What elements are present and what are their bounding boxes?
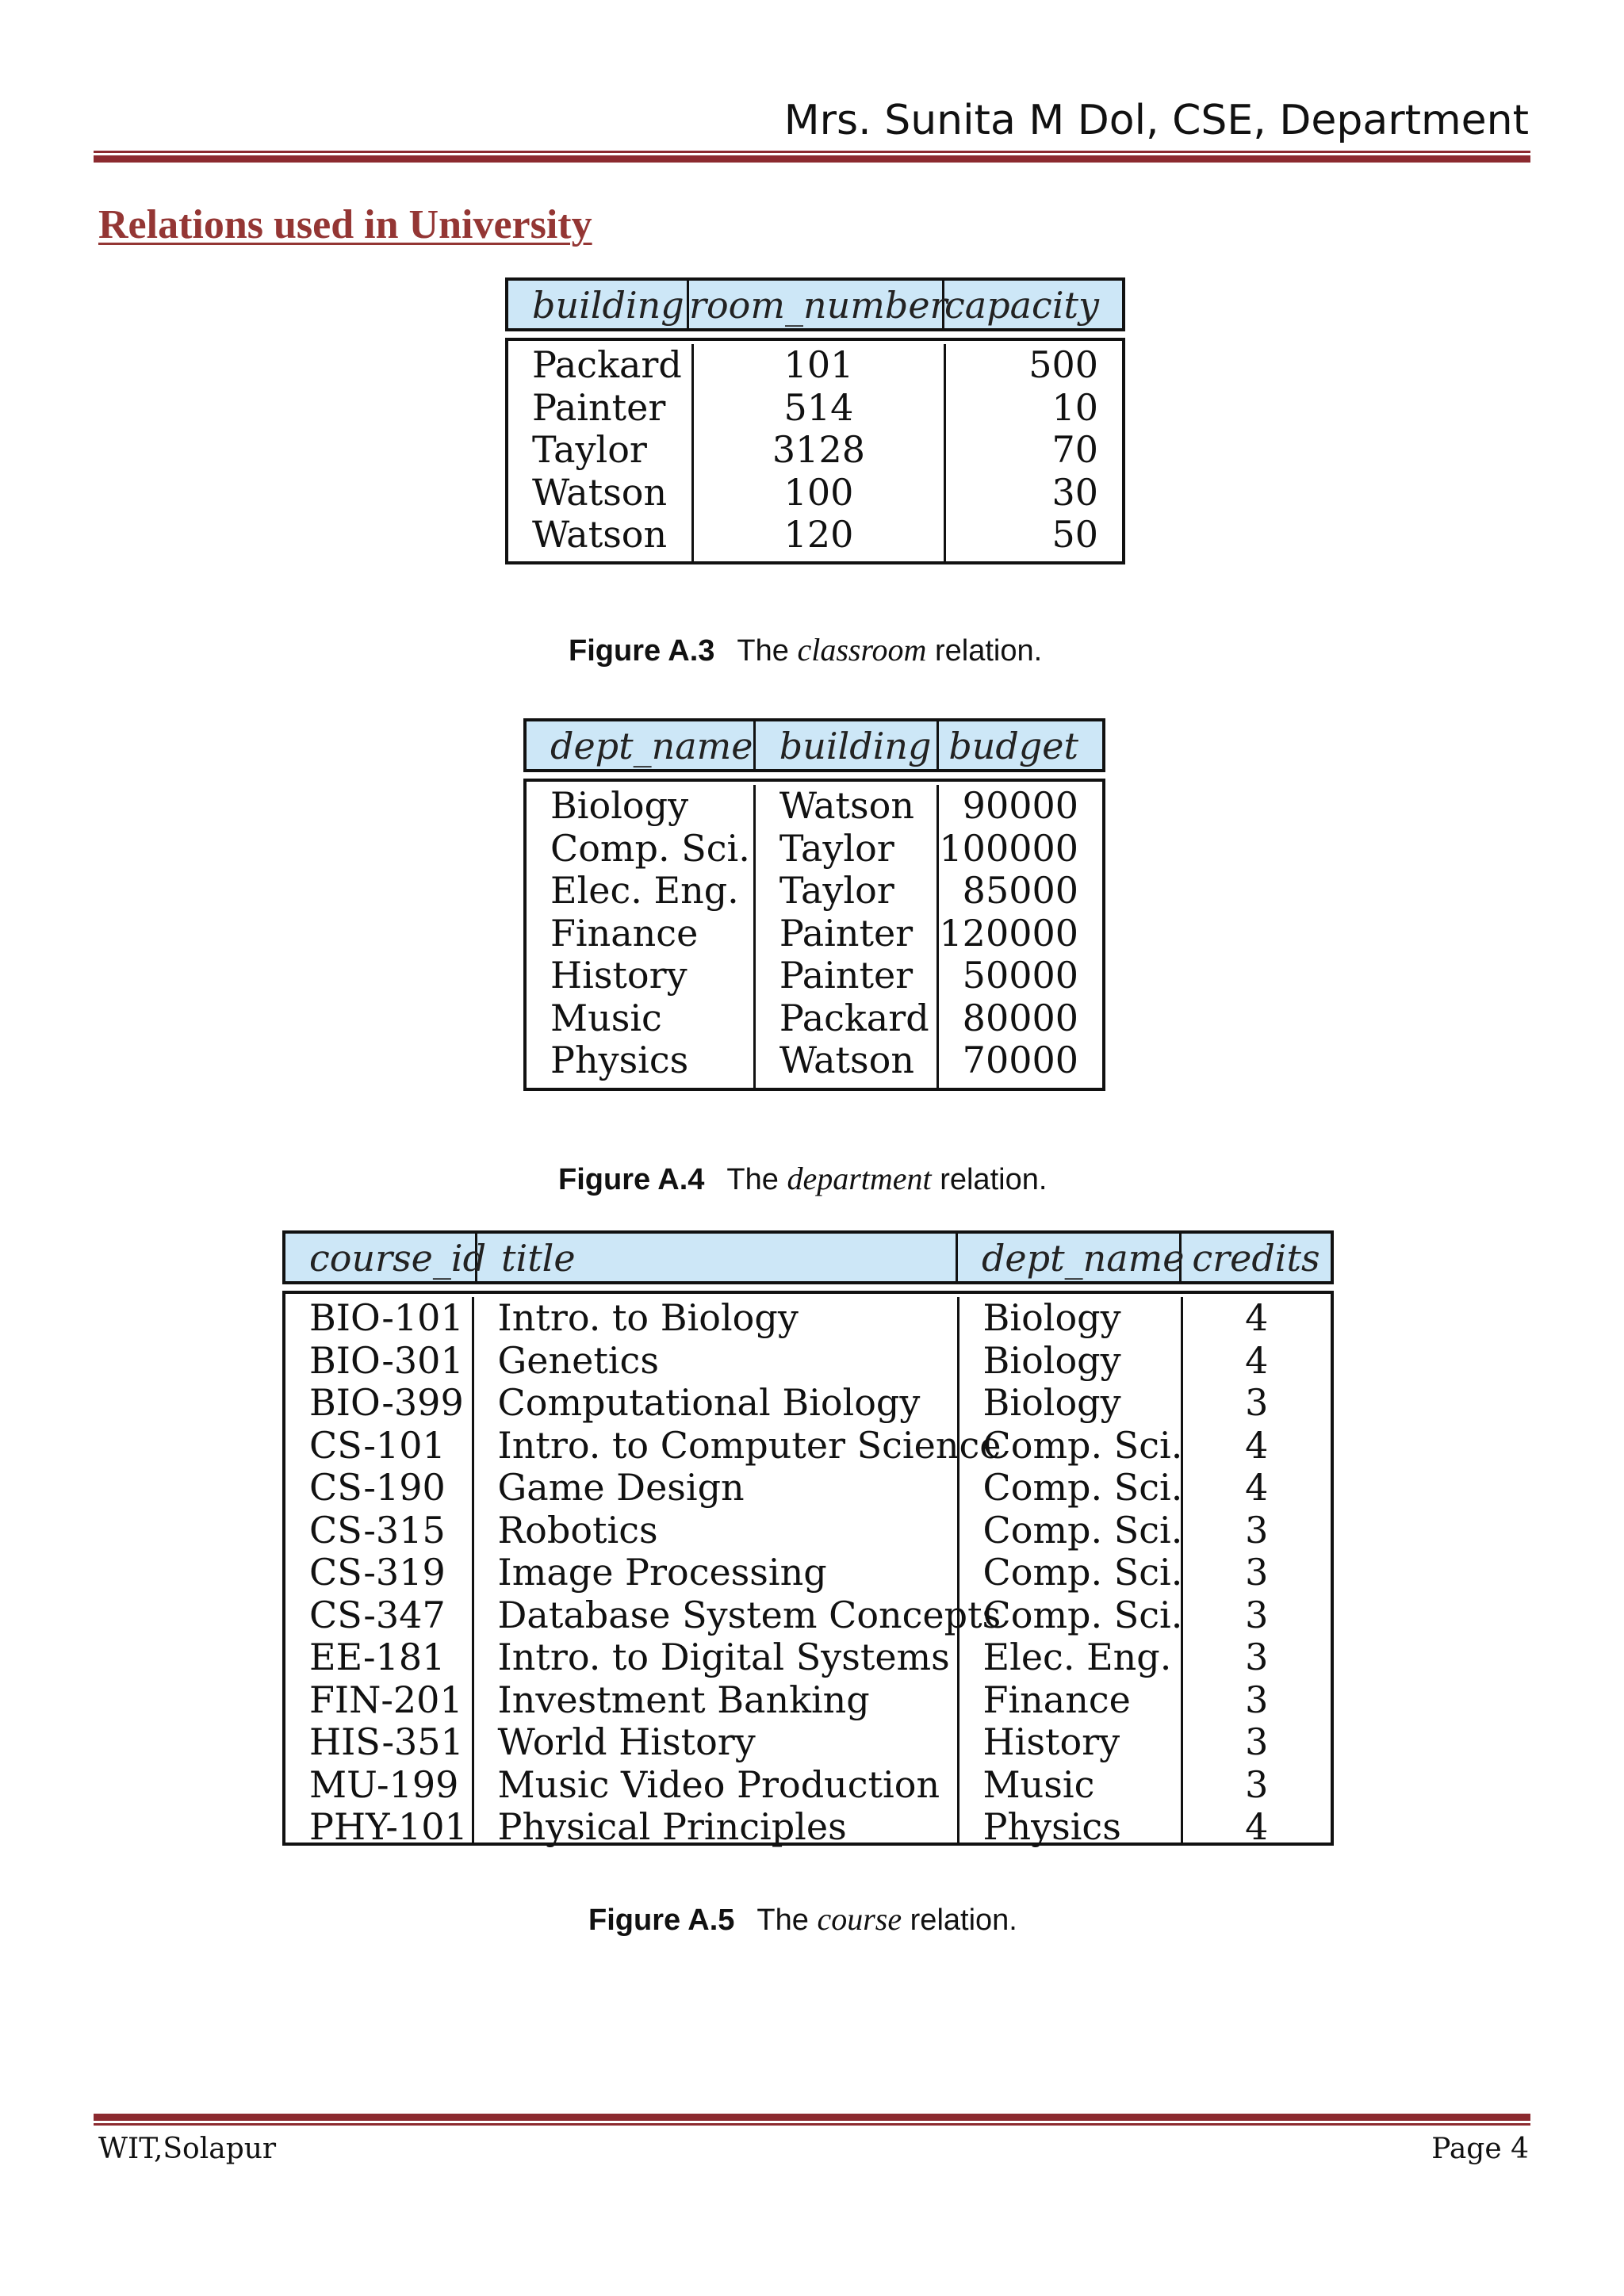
table-cell: CS-319 xyxy=(309,1551,446,1594)
table-cell: BIO-399 xyxy=(309,1381,464,1424)
table-cell: Image Processing xyxy=(497,1551,827,1594)
caption-course xyxy=(588,1900,1017,1938)
caption-label: Figure A.3 xyxy=(569,634,715,668)
table-cell: 70 xyxy=(1051,428,1098,471)
table-cell: 3 xyxy=(1245,1762,1269,1806)
table-cell: CS-101 xyxy=(309,1423,446,1467)
table-cell: 3 xyxy=(1245,1720,1269,1763)
table-cell: 4 xyxy=(1245,1423,1269,1467)
table-cell: 50000 xyxy=(962,954,1079,997)
table-cell: Comp. Sci. xyxy=(982,1551,1183,1594)
classroom-relation-table xyxy=(505,277,1125,564)
table-cell: 4 xyxy=(1245,1338,1269,1382)
table-cell: Biology xyxy=(550,784,689,827)
table-column xyxy=(946,344,1122,561)
table-cell: Elec. Eng. xyxy=(550,869,739,912)
column-header: capacity xyxy=(944,284,1100,327)
table-cell: 100 xyxy=(783,470,854,514)
table-cell: Physics xyxy=(550,1039,689,1081)
caption-text: relation. xyxy=(934,634,1043,668)
table-cell: Watson xyxy=(532,513,668,556)
section-title: Relations used in University xyxy=(98,202,592,247)
table-cell: Taylor xyxy=(779,826,894,870)
table-body xyxy=(505,338,1125,564)
table-cell: Watson xyxy=(779,784,914,827)
table-cell: Finance xyxy=(550,911,699,955)
table-column xyxy=(527,785,756,1088)
table-cell: Intro. to Digital Systems xyxy=(497,1636,950,1678)
table-cell: Comp. Sci. xyxy=(982,1593,1183,1636)
table-cell: 500 xyxy=(1028,343,1098,386)
table-cell: Comp. Sci. xyxy=(982,1508,1183,1552)
table-cell: Genetics xyxy=(497,1338,659,1382)
table-cell: 80000 xyxy=(962,996,1079,1039)
table-header-row xyxy=(505,277,1125,331)
caption-label: Figure A.5 xyxy=(588,1904,735,1937)
table-cell: 4 xyxy=(1245,1466,1269,1509)
table-cell: World History xyxy=(497,1720,756,1763)
column-header: building xyxy=(508,281,689,328)
department-relation-table xyxy=(523,718,1105,1091)
table-cell: 70000 xyxy=(962,1039,1079,1081)
table-cell: Robotics xyxy=(497,1508,658,1552)
table-cell: 3 xyxy=(1245,1551,1269,1594)
table-column xyxy=(694,344,947,561)
table-cell: 120000 xyxy=(939,911,1079,955)
table-cell: 3 xyxy=(1245,1636,1269,1678)
table-column xyxy=(939,785,1102,1088)
table-cell: 85000 xyxy=(962,869,1079,912)
column-header: budget xyxy=(948,725,1078,767)
column-header: course_id xyxy=(285,1234,477,1281)
table-cell: Investment Banking xyxy=(497,1678,870,1721)
table-cell: 101 xyxy=(783,343,854,386)
table-cell: Biology xyxy=(982,1296,1121,1339)
caption-text: The xyxy=(737,634,789,668)
caption-classroom xyxy=(569,631,1042,668)
table-cell: Computational Biology xyxy=(497,1381,921,1424)
column-header: room_number xyxy=(689,281,944,328)
table-cell: 30 xyxy=(1051,470,1098,514)
caption-department xyxy=(558,1160,1047,1197)
caption-text: relation. xyxy=(940,1163,1048,1196)
table-cell: CS-190 xyxy=(309,1466,446,1509)
table-cell: History xyxy=(550,954,688,997)
table-column xyxy=(959,1296,1183,1848)
table-body xyxy=(282,1291,1334,1846)
table-column xyxy=(508,344,694,561)
table-cell: 120 xyxy=(783,513,854,556)
table-cell: 50 xyxy=(1051,513,1098,556)
column-header: credits xyxy=(1192,1237,1320,1280)
table-cell: Painter xyxy=(779,954,914,997)
table-cell: Comp. Sci. xyxy=(550,826,750,870)
header-rule-thick xyxy=(94,155,1530,163)
column-header: building xyxy=(756,721,939,769)
table-cell: Comp. Sci. xyxy=(982,1466,1183,1509)
caption-text: The xyxy=(756,1904,809,1937)
table-cell: Finance xyxy=(982,1678,1131,1721)
table-cell: 4 xyxy=(1245,1296,1269,1339)
table-body xyxy=(523,779,1105,1091)
table-cell: Intro. to Biology xyxy=(497,1296,799,1339)
footer-rule-thin xyxy=(94,2123,1530,2126)
table-cell: Physics xyxy=(982,1805,1121,1848)
table-column xyxy=(1183,1296,1331,1848)
table-cell: 3 xyxy=(1245,1678,1269,1721)
header-rule-thin xyxy=(94,151,1530,153)
table-cell: BIO-101 xyxy=(309,1296,464,1339)
table-column xyxy=(474,1296,1002,1848)
table-column xyxy=(756,785,939,1088)
footer-page-number: Page 4 xyxy=(1431,2133,1529,2165)
table-cell: BIO-301 xyxy=(309,1338,464,1382)
caption-text: relation. xyxy=(910,1904,1017,1937)
caption-relation-name: department xyxy=(787,1161,932,1196)
table-column xyxy=(285,1296,474,1848)
caption-relation-name: course xyxy=(817,1901,902,1937)
table-cell: Packard xyxy=(779,996,929,1039)
table-cell: 3 xyxy=(1245,1593,1269,1636)
footer-rule-thick xyxy=(94,2114,1530,2121)
table-cell: Physical Principles xyxy=(497,1805,847,1848)
table-cell: Painter xyxy=(532,385,666,429)
table-cell: Watson xyxy=(779,1039,914,1081)
table-cell: Music xyxy=(550,996,662,1039)
course-relation-table xyxy=(282,1230,1334,1846)
table-cell: History xyxy=(982,1720,1120,1763)
table-cell: FIN-201 xyxy=(309,1678,463,1721)
table-cell: 90000 xyxy=(962,784,1079,827)
caption-label: Figure A.4 xyxy=(558,1163,705,1196)
table-cell: Elec. Eng. xyxy=(982,1636,1172,1678)
table-cell: 3 xyxy=(1245,1381,1269,1424)
column-header: dept_name xyxy=(527,721,756,769)
column-header: title xyxy=(477,1234,958,1281)
table-cell: Painter xyxy=(779,911,914,955)
table-cell: Taylor xyxy=(532,428,647,471)
table-cell: 4 xyxy=(1245,1805,1269,1848)
table-cell: EE-181 xyxy=(309,1636,446,1678)
table-cell: Biology xyxy=(982,1381,1121,1424)
table-header-row xyxy=(523,718,1105,772)
column-header: dept_name xyxy=(958,1234,1182,1281)
table-cell: MU-199 xyxy=(309,1762,459,1806)
table-cell: HIS-351 xyxy=(309,1720,464,1763)
table-cell: Music Video Production xyxy=(497,1762,940,1806)
footer-institution: WIT,Solapur xyxy=(98,2133,277,2165)
table-cell: Database System Concepts xyxy=(497,1593,1002,1636)
table-cell: Taylor xyxy=(779,869,894,912)
table-cell: 514 xyxy=(783,385,854,429)
table-cell: Game Design xyxy=(497,1466,745,1509)
page-header: Mrs. Sunita M Dol, CSE, Department xyxy=(783,97,1529,144)
caption-relation-name: classroom xyxy=(797,632,927,668)
table-cell: PHY-101 xyxy=(309,1805,468,1848)
table-cell: Watson xyxy=(532,470,668,514)
table-cell: Music xyxy=(982,1762,1095,1806)
caption-text: The xyxy=(726,1163,779,1196)
table-cell: 3 xyxy=(1245,1508,1269,1552)
table-cell: CS-315 xyxy=(309,1508,446,1552)
table-cell: 100000 xyxy=(939,826,1079,870)
table-cell: Biology xyxy=(982,1338,1121,1382)
table-cell: Comp. Sci. xyxy=(982,1423,1183,1467)
table-cell: CS-347 xyxy=(309,1593,446,1636)
table-cell: 10 xyxy=(1051,385,1098,429)
table-cell: Intro. to Computer Science xyxy=(497,1423,1002,1467)
table-header-row xyxy=(282,1230,1334,1284)
table-cell: 3128 xyxy=(772,428,865,471)
table-cell: Packard xyxy=(532,343,682,386)
